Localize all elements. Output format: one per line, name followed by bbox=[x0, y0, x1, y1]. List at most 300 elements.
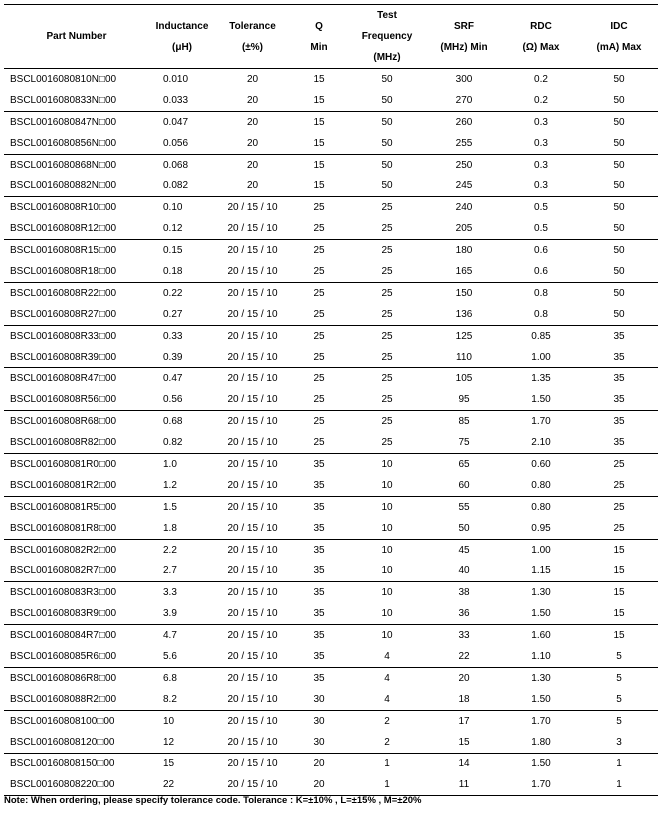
inductance-cell: 0.056 bbox=[149, 133, 215, 154]
tolerance-cell: 20 / 15 / 10 bbox=[215, 261, 290, 282]
part-number-cell: BSCL0016080833N□00 bbox=[4, 90, 149, 111]
test-frequency-cell: 25 bbox=[381, 202, 393, 214]
table-row bbox=[4, 261, 658, 282]
inductance-cell: 22 bbox=[149, 774, 215, 795]
rdc-cell: 1.00 bbox=[531, 544, 551, 556]
q-cell: 35 bbox=[313, 630, 325, 642]
idc-cell: 50 bbox=[580, 218, 658, 239]
part-number-cell: BSCL00160808R47□00 bbox=[10, 373, 117, 385]
idc-cell: 15 bbox=[580, 560, 658, 581]
test-frequency-cell: 50 bbox=[348, 90, 426, 111]
header-line: Tolerance bbox=[229, 20, 276, 32]
test-frequency-cell: 25 bbox=[348, 347, 426, 368]
test-frequency-cell: 25 bbox=[348, 389, 426, 410]
tolerance-cell: 20 / 15 / 10 bbox=[227, 758, 278, 770]
table-row bbox=[4, 475, 658, 496]
tolerance-cell: 20 / 15 / 10 bbox=[215, 560, 290, 581]
test-frequency-cell: 50 bbox=[381, 159, 393, 171]
part-number-cell: BSCL00160808R18□00 bbox=[4, 261, 149, 282]
table-row bbox=[4, 197, 658, 218]
idc-cell: 50 bbox=[613, 73, 625, 85]
header-line: (MHz) bbox=[373, 52, 401, 63]
rdc-cell: 1.10 bbox=[502, 646, 580, 667]
header-line: Frequency bbox=[361, 31, 413, 42]
idc-cell: 5 bbox=[580, 689, 658, 710]
q-cell: 15 bbox=[290, 175, 348, 196]
table-row bbox=[4, 154, 658, 175]
tolerance-cell: 20 / 15 / 10 bbox=[215, 389, 290, 410]
test-frequency-cell: 25 bbox=[348, 218, 426, 239]
srf-cell: 36 bbox=[426, 603, 502, 624]
inductance-cell: 0.047 bbox=[163, 116, 189, 128]
idc-cell: 1 bbox=[580, 774, 658, 795]
rdc-cell: 0.6 bbox=[534, 245, 548, 257]
table-row bbox=[4, 111, 658, 132]
test-frequency-cell: 25 bbox=[381, 287, 393, 299]
srf-cell: 17 bbox=[458, 715, 470, 727]
tolerance-cell: 20 / 15 / 10 bbox=[215, 475, 290, 496]
header-test-frequency bbox=[348, 5, 426, 69]
table-row bbox=[4, 496, 658, 517]
idc-cell: 5 bbox=[616, 672, 622, 684]
q-cell: 35 bbox=[290, 646, 348, 667]
header-q bbox=[290, 5, 348, 69]
inductance-cell: 0.82 bbox=[149, 432, 215, 453]
part-number-cell: BSCL00160808R56□00 bbox=[4, 389, 149, 410]
inductance-cell: 0.12 bbox=[149, 218, 215, 239]
tolerance-cell: 20 / 15 / 10 bbox=[227, 458, 278, 470]
tolerance-cell: 20 / 15 / 10 bbox=[227, 672, 278, 684]
header-row bbox=[4, 5, 658, 69]
header-part-number bbox=[4, 5, 149, 69]
table-row bbox=[4, 539, 658, 560]
srf-cell: 65 bbox=[458, 458, 470, 470]
idc-cell: 3 bbox=[580, 732, 658, 753]
spec-table bbox=[4, 4, 658, 796]
table-row bbox=[4, 218, 658, 239]
test-frequency-cell: 25 bbox=[348, 304, 426, 325]
part-number-cell: BSCL00160808R39□00 bbox=[4, 347, 149, 368]
part-number-cell: BSCL001608081R2□00 bbox=[4, 475, 149, 496]
test-frequency-cell: 25 bbox=[348, 432, 426, 453]
q-cell: 15 bbox=[313, 73, 325, 85]
srf-cell: 270 bbox=[426, 90, 502, 111]
tolerance-cell: 20 / 15 / 10 bbox=[227, 501, 278, 513]
test-frequency-cell: 10 bbox=[381, 458, 393, 470]
srf-cell: 165 bbox=[426, 261, 502, 282]
rdc-cell: 0.60 bbox=[531, 458, 551, 470]
idc-cell: 50 bbox=[580, 304, 658, 325]
q-cell: 35 bbox=[313, 501, 325, 513]
part-number-cell: BSCL00160808R15□00 bbox=[10, 245, 117, 257]
tolerance-cell: 20 / 15 / 10 bbox=[215, 774, 290, 795]
test-frequency-cell: 25 bbox=[381, 330, 393, 342]
q-cell: 25 bbox=[290, 347, 348, 368]
inductance-cell: 0.15 bbox=[163, 245, 183, 257]
table-row bbox=[4, 368, 658, 389]
inductance-cell: 2.7 bbox=[149, 560, 215, 581]
tolerance-cell: 20 bbox=[215, 175, 290, 196]
inductance-cell: 1.5 bbox=[163, 501, 177, 513]
part-number-cell: BSCL00160808R33□00 bbox=[10, 330, 117, 342]
q-cell: 30 bbox=[290, 689, 348, 710]
tolerance-cell: 20 bbox=[246, 159, 259, 171]
tolerance-cell: 20 / 15 / 10 bbox=[227, 544, 278, 556]
srf-cell: 75 bbox=[426, 432, 502, 453]
part-number-cell: BSCL001608084R7□00 bbox=[10, 630, 117, 642]
part-number-cell: BSCL00160808100□00 bbox=[10, 715, 115, 727]
tolerance-cell: 20 / 15 / 10 bbox=[227, 715, 278, 727]
test-frequency-cell: 50 bbox=[348, 133, 426, 154]
tolerance-cell: 20 / 15 / 10 bbox=[215, 646, 290, 667]
part-number-cell: BSCL0016080847N□00 bbox=[10, 116, 117, 128]
rdc-cell: 1.15 bbox=[502, 560, 580, 581]
test-frequency-cell: 10 bbox=[348, 518, 426, 539]
inductance-cell: 5.6 bbox=[149, 646, 215, 667]
idc-cell: 35 bbox=[580, 432, 658, 453]
test-frequency-cell: 25 bbox=[381, 416, 393, 428]
rdc-cell: 0.5 bbox=[502, 218, 580, 239]
idc-cell: 15 bbox=[613, 544, 625, 556]
q-cell: 15 bbox=[290, 90, 348, 111]
inductance-cell: 0.033 bbox=[149, 90, 215, 111]
srf-cell: 110 bbox=[426, 347, 502, 368]
tolerance-cell: 20 / 15 / 10 bbox=[227, 330, 278, 342]
tolerance-cell: 20 bbox=[246, 116, 259, 128]
part-number-cell: BSCL001608083R9□00 bbox=[4, 603, 149, 624]
srf-cell: 33 bbox=[458, 630, 470, 642]
table-row bbox=[4, 325, 658, 346]
q-cell: 15 bbox=[313, 159, 325, 171]
part-number-cell: BSCL0016080856N□00 bbox=[4, 133, 149, 154]
header-line: IDC bbox=[610, 20, 628, 32]
rdc-cell: 1.35 bbox=[531, 373, 551, 385]
q-cell: 35 bbox=[290, 560, 348, 581]
tolerance-cell: 20 bbox=[246, 73, 259, 85]
q-cell: 25 bbox=[290, 389, 348, 410]
idc-cell: 25 bbox=[580, 475, 658, 496]
srf-cell: 45 bbox=[458, 544, 470, 556]
q-cell: 25 bbox=[313, 330, 325, 342]
srf-cell: 22 bbox=[426, 646, 502, 667]
rdc-cell: 1.50 bbox=[502, 389, 580, 410]
srf-cell: 95 bbox=[426, 389, 502, 410]
q-cell: 25 bbox=[313, 202, 325, 214]
test-frequency-cell: 10 bbox=[381, 630, 393, 642]
header-rdc bbox=[502, 5, 580, 69]
inductance-cell: 3.9 bbox=[149, 603, 215, 624]
test-frequency-cell: 25 bbox=[348, 261, 426, 282]
idc-cell: 50 bbox=[613, 159, 625, 171]
tolerance-cell: 20 bbox=[215, 90, 290, 111]
idc-cell: 35 bbox=[613, 373, 625, 385]
test-frequency-cell: 25 bbox=[381, 245, 393, 257]
part-number-cell: BSCL001608082R2□00 bbox=[10, 544, 117, 556]
tolerance-cell: 20 / 15 / 10 bbox=[215, 732, 290, 753]
part-number-cell: BSCL0016080810N□00 bbox=[10, 73, 117, 85]
idc-cell: 35 bbox=[580, 347, 658, 368]
srf-cell: 11 bbox=[426, 774, 502, 795]
idc-cell: 50 bbox=[613, 202, 625, 214]
q-cell: 35 bbox=[290, 603, 348, 624]
part-number-cell: BSCL001608082R7□00 bbox=[4, 560, 149, 581]
srf-cell: 85 bbox=[458, 416, 470, 428]
table-row bbox=[4, 774, 658, 795]
srf-cell: 105 bbox=[455, 373, 473, 385]
header-line: (mA) Max bbox=[596, 41, 642, 53]
srf-cell: 260 bbox=[455, 116, 473, 128]
table-row bbox=[4, 753, 658, 774]
rdc-cell: 1.50 bbox=[502, 689, 580, 710]
q-cell: 35 bbox=[313, 672, 325, 684]
tolerance-cell: 20 / 15 / 10 bbox=[227, 287, 278, 299]
table-row bbox=[4, 625, 658, 646]
idc-cell: 50 bbox=[613, 116, 625, 128]
part-number-cell: BSCL001608088R2□00 bbox=[4, 689, 149, 710]
inductance-cell: 0.068 bbox=[163, 159, 189, 171]
q-cell: 35 bbox=[313, 587, 325, 599]
test-frequency-cell: 25 bbox=[381, 373, 393, 385]
idc-cell: 15 bbox=[613, 630, 625, 642]
rdc-cell: 0.3 bbox=[502, 133, 580, 154]
test-frequency-cell: 4 bbox=[384, 672, 390, 684]
rdc-cell: 1.70 bbox=[502, 774, 580, 795]
srf-cell: 255 bbox=[426, 133, 502, 154]
idc-cell: 15 bbox=[613, 587, 625, 599]
part-number-cell: BSCL001608085R6□00 bbox=[4, 646, 149, 667]
inductance-cell: 0.33 bbox=[163, 330, 183, 342]
header-line: Min bbox=[310, 41, 328, 53]
q-cell: 25 bbox=[313, 287, 325, 299]
table-row bbox=[4, 667, 658, 688]
tolerance-cell: 20 / 15 / 10 bbox=[227, 630, 278, 642]
inductance-cell: 12 bbox=[149, 732, 215, 753]
inductance-cell: 1.0 bbox=[163, 458, 177, 470]
table-header bbox=[4, 5, 658, 69]
q-cell: 25 bbox=[313, 416, 325, 428]
idc-cell: 1 bbox=[616, 758, 622, 770]
inductance-cell: 6.8 bbox=[163, 672, 177, 684]
part-number-cell: BSCL001608086R8□00 bbox=[10, 672, 117, 684]
part-number-cell: BSCL00160808R22□00 bbox=[10, 287, 117, 299]
q-cell: 15 bbox=[290, 133, 348, 154]
rdc-cell: 1.80 bbox=[502, 732, 580, 753]
srf-cell: 55 bbox=[458, 501, 470, 513]
tolerance-cell: 20 / 15 / 10 bbox=[215, 218, 290, 239]
inductance-cell: 1.2 bbox=[149, 475, 215, 496]
inductance-cell: 4.7 bbox=[163, 630, 177, 642]
srf-cell: 245 bbox=[426, 175, 502, 196]
table-row bbox=[4, 432, 658, 453]
part-number-cell: BSCL00160808R27□00 bbox=[4, 304, 149, 325]
q-cell: 25 bbox=[290, 218, 348, 239]
test-frequency-cell: 50 bbox=[381, 116, 393, 128]
srf-cell: 205 bbox=[426, 218, 502, 239]
rdc-cell: 0.8 bbox=[534, 287, 548, 299]
test-frequency-cell: 1 bbox=[384, 758, 390, 770]
rdc-cell: 0.8 bbox=[502, 304, 580, 325]
table-body bbox=[4, 69, 658, 796]
q-cell: 15 bbox=[313, 116, 325, 128]
table-row bbox=[4, 646, 658, 667]
tolerance-cell: 20 / 15 / 10 bbox=[227, 587, 278, 599]
tolerance-cell: 20 / 15 / 10 bbox=[215, 518, 290, 539]
rdc-cell: 0.6 bbox=[502, 261, 580, 282]
header-tolerance bbox=[215, 5, 290, 69]
table-row bbox=[4, 560, 658, 581]
part-number-cell: BSCL00160808150□00 bbox=[10, 758, 115, 770]
part-number-cell: BSCL001608081R5□00 bbox=[10, 501, 117, 513]
rdc-cell: 1.30 bbox=[531, 672, 551, 684]
idc-cell: 15 bbox=[580, 603, 658, 624]
rdc-cell: 0.3 bbox=[534, 159, 548, 171]
table-row bbox=[4, 389, 658, 410]
tolerance-cell: 20 / 15 / 10 bbox=[215, 603, 290, 624]
q-cell: 25 bbox=[290, 261, 348, 282]
inductance-cell: 15 bbox=[163, 758, 175, 770]
rdc-cell: 1.70 bbox=[531, 715, 551, 727]
srf-cell: 40 bbox=[426, 560, 502, 581]
test-frequency-cell: 10 bbox=[381, 544, 393, 556]
q-cell: 35 bbox=[290, 475, 348, 496]
rdc-cell: 0.3 bbox=[534, 116, 548, 128]
ordering-note: Note: When ordering, please specify tolerance code. Tolerance : K=±10% , L=±15% , M=±20% bbox=[4, 795, 422, 806]
q-cell: 25 bbox=[290, 304, 348, 325]
rdc-cell: 0.5 bbox=[534, 202, 548, 214]
idc-cell: 50 bbox=[613, 245, 625, 257]
tolerance-cell: 20 bbox=[215, 133, 290, 154]
test-frequency-cell: 2 bbox=[348, 732, 426, 753]
header-line: RDC bbox=[530, 20, 552, 32]
table-row bbox=[4, 347, 658, 368]
srf-cell: 20 bbox=[458, 672, 470, 684]
part-number-cell: BSCL00160808R82□00 bbox=[4, 432, 149, 453]
test-frequency-cell: 2 bbox=[384, 715, 390, 727]
rdc-cell: 0.95 bbox=[502, 518, 580, 539]
inductance-cell: 0.18 bbox=[149, 261, 215, 282]
inductance-cell: 10 bbox=[163, 715, 175, 727]
q-cell: 35 bbox=[290, 518, 348, 539]
idc-cell: 25 bbox=[580, 518, 658, 539]
test-frequency-cell: 1 bbox=[348, 774, 426, 795]
test-frequency-cell: 50 bbox=[348, 175, 426, 196]
idc-cell: 5 bbox=[616, 715, 622, 727]
table-row bbox=[4, 282, 658, 303]
rdc-cell: 1.00 bbox=[502, 347, 580, 368]
test-frequency-cell: 10 bbox=[348, 475, 426, 496]
q-cell: 25 bbox=[290, 432, 348, 453]
srf-cell: 50 bbox=[426, 518, 502, 539]
idc-cell: 25 bbox=[613, 501, 625, 513]
rdc-cell: 0.2 bbox=[502, 90, 580, 111]
test-frequency-cell: 4 bbox=[348, 646, 426, 667]
tolerance-cell: 20 / 15 / 10 bbox=[227, 416, 278, 428]
inductance-cell: 0.10 bbox=[163, 202, 183, 214]
header-inductance bbox=[149, 5, 215, 69]
q-cell: 25 bbox=[313, 245, 325, 257]
inductance-cell: 2.2 bbox=[163, 544, 177, 556]
table-row bbox=[4, 69, 658, 90]
rdc-cell: 1.60 bbox=[531, 630, 551, 642]
idc-cell: 50 bbox=[580, 90, 658, 111]
table-row bbox=[4, 710, 658, 731]
table-row bbox=[4, 518, 658, 539]
part-number-cell: BSCL001608081R8□00 bbox=[4, 518, 149, 539]
header-line: Inductance bbox=[155, 20, 209, 32]
inductance-cell: 0.39 bbox=[149, 347, 215, 368]
header-line: (MHz) Min bbox=[440, 41, 488, 53]
idc-cell: 35 bbox=[580, 389, 658, 410]
table-row bbox=[4, 133, 658, 154]
header-line: Test bbox=[377, 10, 397, 21]
part-number-cell: BSCL00160808R12□00 bbox=[4, 218, 149, 239]
part-number-cell: BSCL00160808220□00 bbox=[4, 774, 149, 795]
test-frequency-cell: 10 bbox=[381, 587, 393, 599]
srf-cell: 180 bbox=[455, 245, 473, 257]
tolerance-cell: 20 / 15 / 10 bbox=[215, 304, 290, 325]
rdc-cell: 0.85 bbox=[531, 330, 551, 342]
rdc-cell: 1.50 bbox=[531, 758, 551, 770]
tolerance-cell: 20 / 15 / 10 bbox=[215, 347, 290, 368]
header-line: (μH) bbox=[172, 41, 192, 53]
q-cell: 35 bbox=[313, 544, 325, 556]
table-row bbox=[4, 175, 658, 196]
srf-cell: 14 bbox=[458, 758, 470, 770]
inductance-cell: 0.22 bbox=[163, 287, 183, 299]
table-row bbox=[4, 582, 658, 603]
rdc-cell: 1.50 bbox=[502, 603, 580, 624]
idc-cell: 25 bbox=[613, 458, 625, 470]
test-frequency-cell: 10 bbox=[348, 560, 426, 581]
inductance-cell: 0.010 bbox=[163, 73, 189, 85]
table-row bbox=[4, 240, 658, 261]
rdc-cell: 0.80 bbox=[502, 475, 580, 496]
inductance-cell: 3.3 bbox=[163, 587, 177, 599]
test-frequency-cell: 50 bbox=[381, 73, 393, 85]
table-row bbox=[4, 90, 658, 111]
rdc-cell: 0.80 bbox=[531, 501, 551, 513]
part-number-cell: BSCL0016080868N□00 bbox=[10, 159, 117, 171]
header-srf bbox=[426, 5, 502, 69]
part-number-cell: BSCL00160808R10□00 bbox=[10, 202, 117, 214]
inductance-cell: 0.47 bbox=[163, 373, 183, 385]
header-line: (Ω) Max bbox=[522, 41, 560, 53]
idc-cell: 35 bbox=[613, 330, 625, 342]
tolerance-cell: 20 / 15 / 10 bbox=[215, 689, 290, 710]
inductance-cell: 0.68 bbox=[163, 416, 183, 428]
srf-cell: 15 bbox=[426, 732, 502, 753]
idc-cell: 50 bbox=[580, 175, 658, 196]
table-row bbox=[4, 411, 658, 432]
test-frequency-cell: 10 bbox=[381, 501, 393, 513]
part-number-cell: BSCL001608083R3□00 bbox=[10, 587, 117, 599]
tolerance-cell: 20 / 15 / 10 bbox=[227, 202, 278, 214]
header-line: Q bbox=[315, 20, 323, 32]
tolerance-cell: 20 / 15 / 10 bbox=[227, 373, 278, 385]
srf-cell: 136 bbox=[426, 304, 502, 325]
q-cell: 20 bbox=[290, 774, 348, 795]
srf-cell: 125 bbox=[455, 330, 473, 342]
idc-cell: 50 bbox=[580, 133, 658, 154]
part-number-cell: BSCL00160808R68□00 bbox=[10, 416, 117, 428]
rdc-cell: 2.10 bbox=[502, 432, 580, 453]
test-frequency-cell: 10 bbox=[348, 603, 426, 624]
q-cell: 25 bbox=[313, 373, 325, 385]
header-idc bbox=[580, 5, 658, 69]
table-row bbox=[4, 689, 658, 710]
part-number-cell: BSCL0016080882N□00 bbox=[4, 175, 149, 196]
table-row bbox=[4, 304, 658, 325]
